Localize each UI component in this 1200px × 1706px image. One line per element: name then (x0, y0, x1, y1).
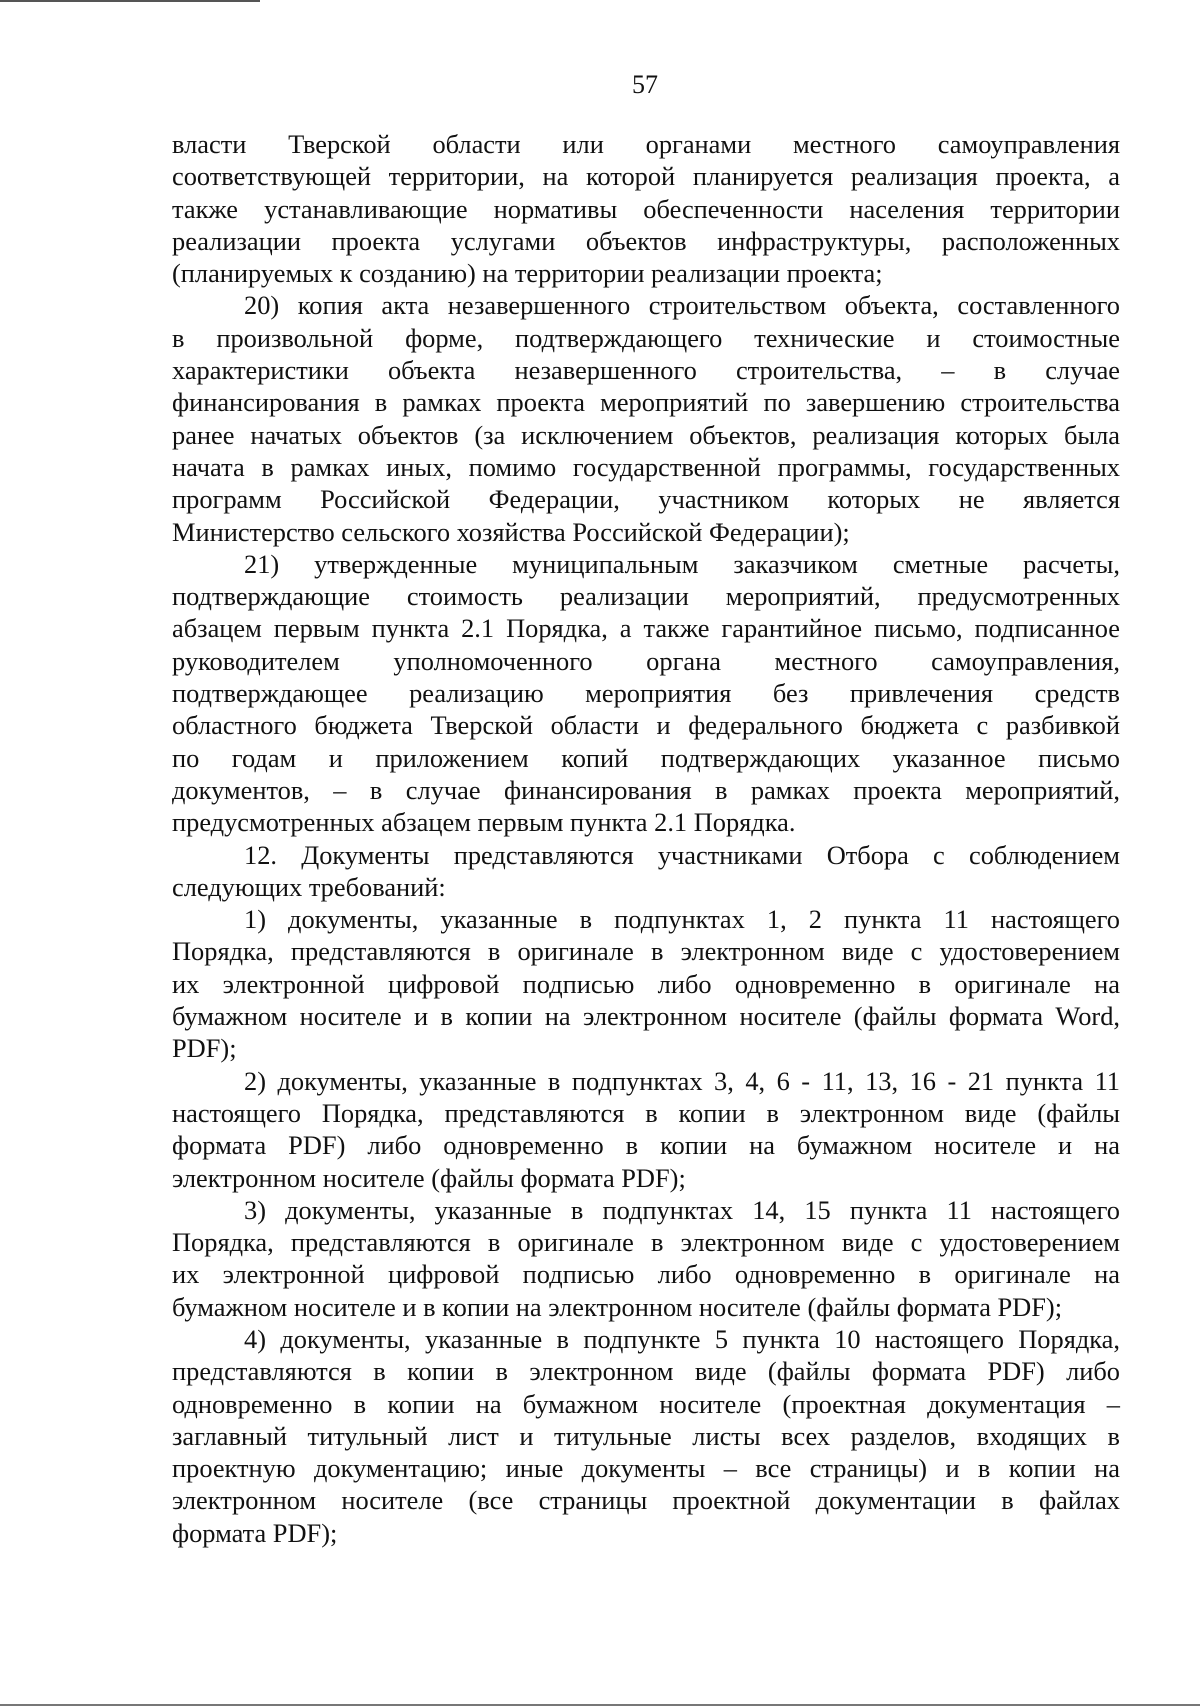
text-line: Порядка, представляются в оригинале в электронном виде с удостоверением (172, 1227, 1120, 1258)
text-line: предусмотренных абзацем первым пункта 2.1 Порядка. (172, 807, 796, 838)
text-line: подтверждающие стоимость реализации мероприятий, предусмотренных (172, 581, 1120, 612)
text-line: власти Тверской области или органами местного самоуправления (172, 129, 1120, 159)
text-line: электронном носителе (файлы формата PDF); (172, 1162, 686, 1193)
text-line: также устанавливающие нормативы обеспеченности населения территории (172, 193, 1120, 224)
paragraph (172, 1323, 1120, 1549)
text-line: Министерство сельского хозяйства Российской Федерации); (172, 516, 850, 547)
text-line: в произвольной форме, подтверждающего технические и стоимостные (172, 322, 1120, 353)
paragraph (172, 128, 1120, 289)
text-line: руководителем уполномоченного органа местного самоуправления, (172, 645, 1120, 676)
text-line: заглавный титульный лист и титульные листы всех разделов, входящих в (172, 1420, 1120, 1451)
text-line: 3) документы, указанные в подпунктах 14, 15 пункта 11 настоящего (244, 1194, 1120, 1225)
text-line: бумажном носителе и в копии на электронном носителе (файлы формата PDF); (172, 1291, 1063, 1322)
text-line: финансирования в рамках проекта мероприятий по завершению строительства (172, 387, 1120, 418)
text-line: документов, – в случае финансирования в рамках проекта мероприятий, (172, 774, 1120, 805)
text-line: областного бюджета Тверской области и федерального бюджета с разбивкой (172, 710, 1120, 741)
text-line: соответствующей территории, на которой планируется реализация проекта, а (172, 161, 1120, 192)
text-line: характеристики объекта незавершенного строительства, – в случае (172, 355, 1120, 386)
text-line: по годам и приложением копий подтверждающих указанное письмо (172, 742, 1120, 773)
text-line: настоящего Порядка, представляются в копии в электронном виде (файлы (172, 1097, 1120, 1128)
text-line: 4) документы, указанные в подпункте 5 пункта 10 настоящего Порядка, (244, 1323, 1120, 1354)
scan-edge-top (0, 0, 260, 2)
text-line: реализации проекта услугами объектов инфраструктуры, расположенных (172, 225, 1120, 256)
text-line: их электронной цифровой подписью либо одновременно в оригинале на (172, 1259, 1120, 1290)
text-line: ранее начатых объектов (за исключением объектов, реализация которых была (172, 419, 1120, 450)
text-line: представляются в копии в электронном виде (файлы формата PDF) либо (172, 1356, 1120, 1387)
text-line: проектную документацию; иные документы – все страницы) и в копии на (172, 1453, 1120, 1484)
paragraph (172, 1194, 1120, 1323)
text-line: формата PDF); (172, 1517, 338, 1548)
text-line: PDF); (172, 1033, 237, 1064)
text-line: 20) копия акта незавершенного строительством объекта, составленного (244, 290, 1120, 321)
document-body (172, 128, 1120, 1549)
text-line: одновременно в копии на бумажном носителе (проектная документация – (172, 1388, 1120, 1419)
text-line: 21) утвержденные муниципальным заказчиком сметные расчеты, (244, 548, 1120, 579)
paragraph (172, 903, 1120, 1064)
text-line: электронном носителе (все страницы проектной документации в файлах (172, 1485, 1120, 1516)
text-line: следующих требований: (172, 871, 446, 902)
text-line: бумажном носителе и в копии на электронном носителе (файлы формата Word, (172, 1001, 1120, 1032)
text-line: подтверждающее реализацию мероприятия без привлечения средств (172, 678, 1120, 709)
text-line: 2) документы, указанные в подпунктах 3, 4, 6 - 11, 13, 16 - 21 пункта 11 (244, 1065, 1120, 1096)
text-line: 12. Документы представляются участниками Отбора с соблюдением (244, 839, 1120, 870)
text-line: программ Российской Федерации, участником которых не является (172, 484, 1120, 515)
paragraph (172, 289, 1120, 547)
text-line: их электронной цифровой подписью либо одновременно в оригинале на (172, 968, 1120, 999)
text-line: Порядка, представляются в оригинале в электронном виде с удостоверением (172, 936, 1120, 967)
page-number: 57 (632, 70, 658, 99)
paragraph (172, 548, 1120, 839)
text-line: формата PDF) либо одновременно в копии на бумажном носителе и на (172, 1130, 1120, 1161)
text-line: начата в рамках иных, помимо государственной программы, государственных (172, 451, 1120, 482)
text-line: 1) документы, указанные в подпунктах 1, 2 пункта 11 настоящего (244, 904, 1120, 935)
paragraph (172, 839, 1120, 904)
text-line: (планируемых к созданию) на территории реализации проекта; (172, 258, 883, 289)
paragraph (172, 1065, 1120, 1194)
text-line: абзацем первым пункта 2.1 Порядка, а также гарантийное письмо, подписанное (172, 613, 1120, 644)
